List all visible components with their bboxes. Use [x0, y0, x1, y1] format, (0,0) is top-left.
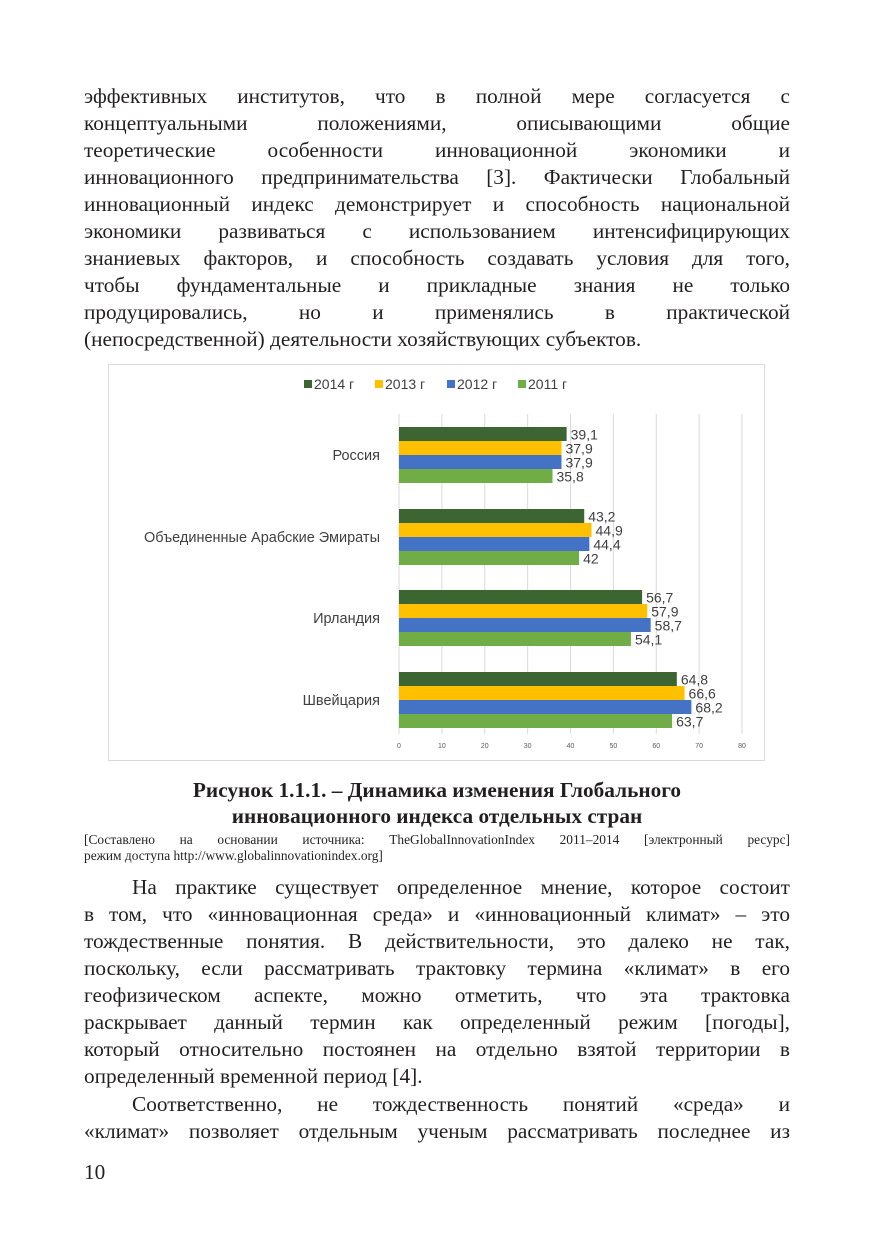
- legend-label: 2013 г: [385, 376, 426, 392]
- text-line: раскрывает данный термин как определенный режим [погоды],: [84, 1010, 790, 1034]
- text-line: тождественные понятия. В действительности, это далеко не так,: [84, 929, 790, 953]
- data-label: 64,8: [680, 671, 709, 688]
- x-tick-label: 70: [695, 743, 704, 750]
- data-label: 57,9: [651, 603, 679, 620]
- text-line: знаниевых факторов, и способность создавать условия для того,: [84, 246, 790, 270]
- legend-label: 2014 г: [314, 376, 355, 392]
- bar-chart: [108, 364, 765, 761]
- data-label: 66,6: [688, 685, 716, 702]
- text-line: инновационный индекс демонстрирует и способность национальной: [84, 192, 790, 216]
- data-label: 37,9: [565, 454, 593, 471]
- paragraph-innovation-climate: [84, 874, 790, 1090]
- page-number: 10: [84, 1160, 106, 1184]
- bar: [399, 686, 685, 700]
- bar: [399, 618, 651, 632]
- text-line: продуцировались, но и применялись в практической: [84, 300, 790, 324]
- caption-title-part: – Динамика изменения Глобального: [326, 778, 682, 802]
- bar: [399, 714, 672, 728]
- text-line: определенный временной период [4].: [84, 1064, 423, 1088]
- category-label: Швейцария: [302, 693, 380, 709]
- bar: [399, 469, 552, 483]
- bar: [399, 523, 592, 537]
- text-line: в том, что «инновационная среда» и «инновационный климат» – это: [84, 902, 790, 926]
- data-label: 35,8: [556, 468, 584, 485]
- data-label: 39,1: [570, 426, 598, 443]
- bar: [399, 551, 579, 565]
- bar: [399, 632, 631, 646]
- bar: [399, 604, 647, 618]
- text-line: который относительно постоянен на отдельно взятой территории в: [84, 1037, 790, 1061]
- data-label: 37,9: [565, 440, 593, 457]
- category-label: Объединенные Арабские Эмираты: [143, 530, 380, 546]
- text-line: геофизическом аспекте, можно отметить, что эта трактовка: [84, 983, 790, 1007]
- text-line: инновационного предпринимательства [3]. Фактически Глобальный: [84, 165, 790, 189]
- figure-source-note: [84, 832, 790, 864]
- text-line: экономики развиваться с использованием интенсифицирующих: [84, 219, 790, 243]
- text-line: поскольку, если рассматривать трактовку термина «климат» в его: [84, 956, 790, 980]
- caption-line-2: инновационного индекса отдельных стран: [231, 804, 643, 828]
- bar: [399, 700, 691, 714]
- text-line: эффективных институтов, что в полной мере согласуется с: [84, 84, 790, 108]
- bar: [399, 455, 561, 469]
- category-label: Ирландия: [313, 611, 380, 627]
- data-label: 42: [583, 550, 599, 567]
- text-line: «климат» позволяет отдельным ученым рассматривать последнее из: [84, 1119, 790, 1143]
- data-label: 54,1: [634, 631, 663, 648]
- bar: [399, 509, 584, 523]
- source-line: режим доступа http://www.globalinnovationindex.org]: [84, 848, 383, 863]
- data-label: 43,2: [588, 508, 616, 525]
- data-label: 44,4: [593, 536, 621, 553]
- data-label: 63,7: [676, 713, 704, 730]
- x-tick-label: 80: [738, 743, 746, 750]
- source-line: [Составлено на основании источника: TheGlobalInnovationIndex 2011–2014 [электронный ресурс]: [84, 832, 790, 847]
- legend-label: 2011 г: [528, 376, 568, 392]
- category-label: Россия: [332, 448, 380, 464]
- text-line: Соответственно, не тождественность понятий «среда» и: [132, 1092, 790, 1116]
- paragraph-intro: [84, 83, 790, 353]
- figure-number: Рисунок 1.1.1.: [192, 778, 327, 802]
- paragraph-consequently: [84, 1091, 790, 1145]
- text-line: концептуальными положениями, описывающими общие: [84, 111, 790, 135]
- legend-swatch: [518, 380, 526, 388]
- legend-swatch: [447, 380, 455, 388]
- legend-label: 2012 г: [457, 376, 498, 392]
- text-line: теоретические особенности инновационной экономики и: [84, 138, 790, 162]
- text-line: На практике существует определенное мнение, которое состоит: [132, 875, 790, 899]
- legend-swatch: [375, 380, 383, 388]
- data-label: 44,9: [595, 522, 623, 539]
- x-tick-label: 0: [397, 743, 401, 750]
- bar: [399, 441, 561, 455]
- x-tick-label: 20: [480, 743, 489, 750]
- data-label: 68,2: [695, 699, 723, 716]
- x-tick-label: 10: [437, 743, 446, 750]
- bar: [399, 427, 567, 441]
- legend-swatch: [304, 380, 312, 388]
- x-tick-label: 40: [566, 743, 575, 750]
- bar: [399, 672, 677, 686]
- figure-caption: [84, 777, 790, 829]
- data-label: 58,7: [654, 617, 682, 634]
- caption-line-1: [84, 777, 790, 803]
- x-tick-label: 60: [652, 743, 661, 750]
- data-label: 56,7: [646, 589, 674, 606]
- x-tick-label: 50: [609, 743, 618, 750]
- bar: [399, 537, 589, 551]
- x-tick-label: 30: [523, 743, 532, 750]
- text-line: чтобы фундаментальные и прикладные знания не только: [84, 273, 790, 297]
- text-line: (непосредственной) деятельности хозяйствующих субъектов.: [84, 327, 642, 351]
- bar: [399, 590, 642, 604]
